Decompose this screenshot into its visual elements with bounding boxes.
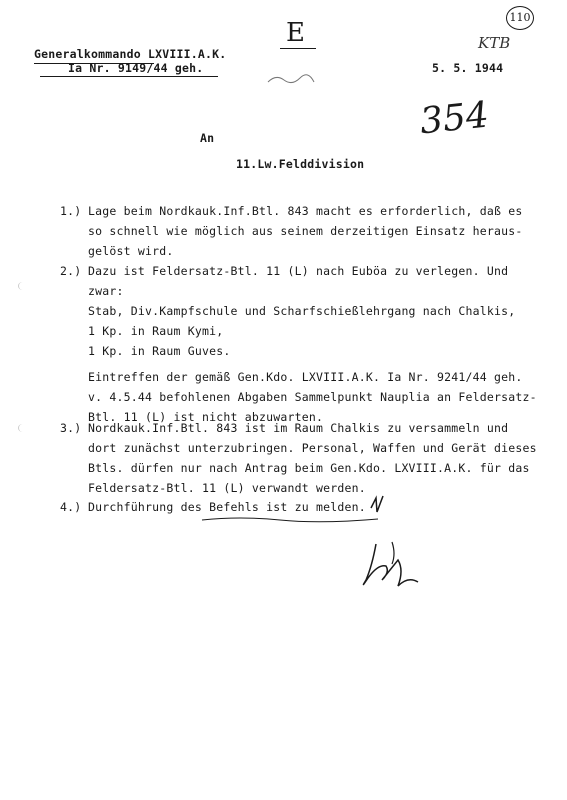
handwritten-underline bbox=[200, 514, 380, 526]
text-line: Nordkauk.Inf.Btl. 843 ist im Raum Chalkis zu versammeln und bbox=[88, 421, 509, 435]
document-date: 5. 5. 1944 bbox=[432, 61, 504, 75]
text-line: Eintreffen der gemäß Gen.Kdo. LXVIII.A.K. Ia Nr. 9241/44 geh. bbox=[88, 370, 523, 384]
handwritten-number: 354 bbox=[418, 94, 491, 143]
letter-underline bbox=[280, 48, 316, 49]
text-line: 1 Kp. in Raum Kymi, bbox=[88, 324, 224, 338]
text-line: Btl. 11 (L) ist nicht abzuwarten. bbox=[88, 410, 324, 424]
handwritten-letter: E bbox=[286, 18, 305, 48]
order-item-1 bbox=[60, 201, 523, 261]
check-mark bbox=[368, 494, 386, 518]
addressee-unit: 11.Lw.Felddivision bbox=[236, 157, 365, 171]
text-line: Durchführung des Befehls ist zu melden. bbox=[88, 500, 366, 514]
reference-underline bbox=[40, 76, 218, 77]
text-line: Feldersatz-Btl. 11 (L) verwandt werden. bbox=[88, 481, 366, 495]
item-number: 2.) bbox=[60, 264, 82, 278]
handwritten-initials: KTB bbox=[478, 34, 511, 52]
text-line: Dazu ist Feldersatz-Btl. 11 (L) nach Euböa zu verlegen. Und bbox=[88, 264, 509, 278]
order-item-2 bbox=[60, 261, 537, 427]
punch-mark bbox=[18, 282, 27, 290]
order-item-3 bbox=[60, 418, 537, 498]
handwritten-signature bbox=[352, 536, 432, 598]
text-line: gelöst wird. bbox=[88, 244, 174, 258]
faint-stamp-mark bbox=[266, 70, 316, 88]
command-heading: Generalkommando LXVIII.A.K. bbox=[34, 47, 227, 61]
item-number: 4.) bbox=[60, 500, 82, 514]
text-line: Lage beim Nordkauk.Inf.Btl. 843 macht es erforderlich, daß es bbox=[88, 204, 523, 218]
item-number: 3.) bbox=[60, 421, 82, 435]
circled-page-number: 110 bbox=[506, 6, 534, 30]
text-line: v. 4.5.44 befohlenen Abgaben Sammelpunkt Nauplia an Feldersatz- bbox=[88, 390, 537, 404]
punch-mark bbox=[18, 424, 27, 432]
text-line: so schnell wie möglich aus seinem derzeitigen Einsatz heraus- bbox=[88, 224, 523, 238]
text-line: 1 Kp. in Raum Guves. bbox=[88, 344, 231, 358]
item-number: 1.) bbox=[60, 204, 82, 218]
addressee-label: An bbox=[200, 131, 215, 145]
text-line: dort zunächst unterzubringen. Personal, Waffen und Gerät dieses bbox=[88, 441, 537, 455]
text-line: Stab, Div.Kampfschule und Scharfschießlehrgang nach Chalkis, bbox=[88, 304, 516, 318]
text-line: Btls. dürfen nur nach Antrag beim Gen.Kdo. LXVIII.A.K. für das bbox=[88, 461, 530, 475]
reference-number: Ia Nr. 9149/44 geh. bbox=[68, 61, 204, 75]
text-line: zwar: bbox=[88, 284, 124, 298]
